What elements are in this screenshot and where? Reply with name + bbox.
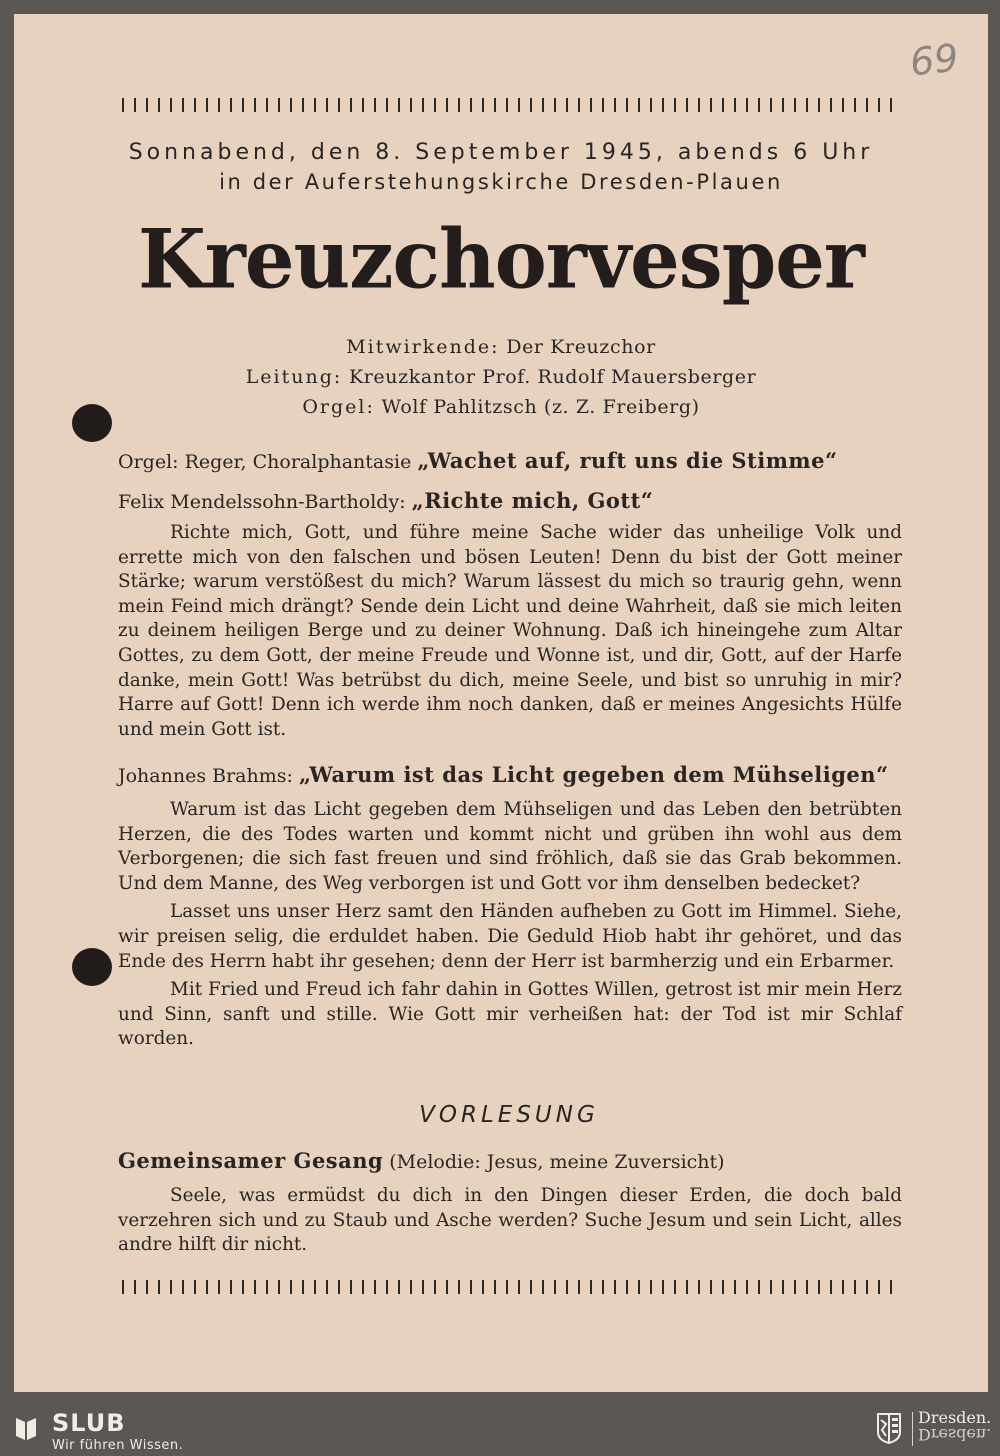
footer-divider [912, 1412, 913, 1446]
page-title: Kreuzchorvesper [138, 211, 864, 308]
credit-value: Wolf Pahlitzsch (z. Z. Freiberg) [381, 396, 700, 418]
credit-performers [14, 336, 988, 358]
city-crest-icon [876, 1412, 902, 1444]
archive-page-number: 69 [907, 35, 961, 85]
dresden-logo-reflection: Dresden. [918, 1425, 992, 1444]
credit-label: Mitwirkende: [346, 336, 500, 358]
lyrics-mendelssohn [118, 521, 902, 742]
program-composer: Felix Mendelssohn-Bartholdy: [118, 491, 406, 513]
dresden-logo-text: Dresden. [918, 1408, 992, 1427]
footer-bar [0, 1406, 1000, 1456]
event-place: in der Auferstehungskirche Dresden-Plauen [219, 170, 783, 194]
program-item-mendelssohn [118, 488, 908, 513]
credit-organ [14, 396, 988, 418]
book-logo-icon [14, 1414, 38, 1442]
program-work-title: „Warum ist das Licht gegeben dem Mühseligen“ [298, 762, 889, 787]
program-composer: Johannes Brahms: [118, 765, 293, 787]
lyrics-paragraph: Warum ist das Licht gegeben dem Mühseligen und das Leben den betrübten Herzen, die des Todes warten und kommt nicht und grüben ihn wohl aus dem Verborgenen; die sich fast freuen und sind fröhlich, daß sie das Grab bekommen. Und dem Manne, des Weg verborgen ist und Gott vor ihm denselben bedecket? [118, 799, 902, 894]
reading-heading: VORLESUNG [419, 1102, 599, 1128]
credit-conductor [14, 366, 988, 388]
program-work-title: „Wachet auf, ruft uns die Stimme“ [417, 448, 838, 473]
program-item-brahms [118, 762, 908, 787]
hymn-title: Gemeinsamer Gesang [118, 1148, 384, 1173]
ornament-rule-bottom [120, 1280, 896, 1294]
slub-tagline: Wir führen Wissen. [52, 1438, 184, 1453]
credit-value: Der Kreuzchor [506, 336, 656, 358]
dresden-logo[interactable] [918, 1410, 991, 1442]
lyrics-paragraph: Lasset uns unser Herz samt den Händen aufheben zu Gott im Himmel. Siehe, wir preisen selig, die erduldet haben. Die Geduld Hiob habt ihr gehöret, und das Ende des Herrn habt ihr gesehen; denn der Herr ist barmherzig und ein Erbarmer. [118, 901, 902, 972]
program-item-hymn [118, 1148, 908, 1173]
credit-label: Orgel: [302, 396, 375, 418]
program-composer: Orgel: Reger, Choralphantasie [118, 451, 412, 473]
slub-logo-text[interactable]: SLUB [52, 1409, 126, 1437]
credit-value: Kreuzkantor Prof. Rudolf Mauersberger [348, 366, 757, 388]
lyrics-brahms [118, 798, 902, 1052]
program-work-title: „Richte mich, Gott“ [411, 488, 654, 513]
program-sheet [14, 14, 988, 1392]
credit-label: Leitung: [245, 366, 343, 388]
hymn-melody: (Melodie: Jesus, meine Zuversicht) [389, 1151, 725, 1173]
lyrics-paragraph: Mit Fried und Freud ich fahr dahin in Gottes Willen, getrost ist mir mein Herz und Sinn, sanft und stille. Wie Gott mir verheißen hat: der Tod ist mir Schlaf worden. [118, 979, 902, 1050]
ornament-rule-top [120, 98, 896, 112]
event-date: Sonnabend, den 8. September 1945, abends 6 Uhr [128, 140, 874, 165]
program-item-organ [118, 448, 908, 473]
lyrics-paragraph: Richte mich, Gott, und führe meine Sache wider das unheilige Volk und errette mich von den falschen und bösen Leuten! Denn du bist der Gott meiner Stärke; warum verstößest du mich? Warum lässest du mich so traurig gehn, wenn mein Feind mich drängt? Sende dein Licht und deine Wahrheit, daß sie mich leiten zu deinem heiligen Berge und zu deiner Wohnung. Daß ich hineingehe zum Altar Gottes, zu dem Gott, der meine Freude und Wonne ist, und dir, Gott, auf der Harfe danke, mein Gott! Was betrübst du dich, meine Seele, und bist so unruhig in mir? Harre auf Gott! Denn ich werde ihm noch danken, daß er meines Angesichts Hülfe und mein Gott ist. [118, 522, 902, 740]
punch-hole-bottom [72, 948, 112, 986]
hymn-text [118, 1184, 902, 1258]
hymn-paragraph: Seele, was ermüdst du dich in den Dingen dieser Erden, die doch bald verzehren sich und zu Staub und Asche werden? Suche Jesum und sein Licht, alles andre hilft dir nicht. [118, 1185, 902, 1256]
